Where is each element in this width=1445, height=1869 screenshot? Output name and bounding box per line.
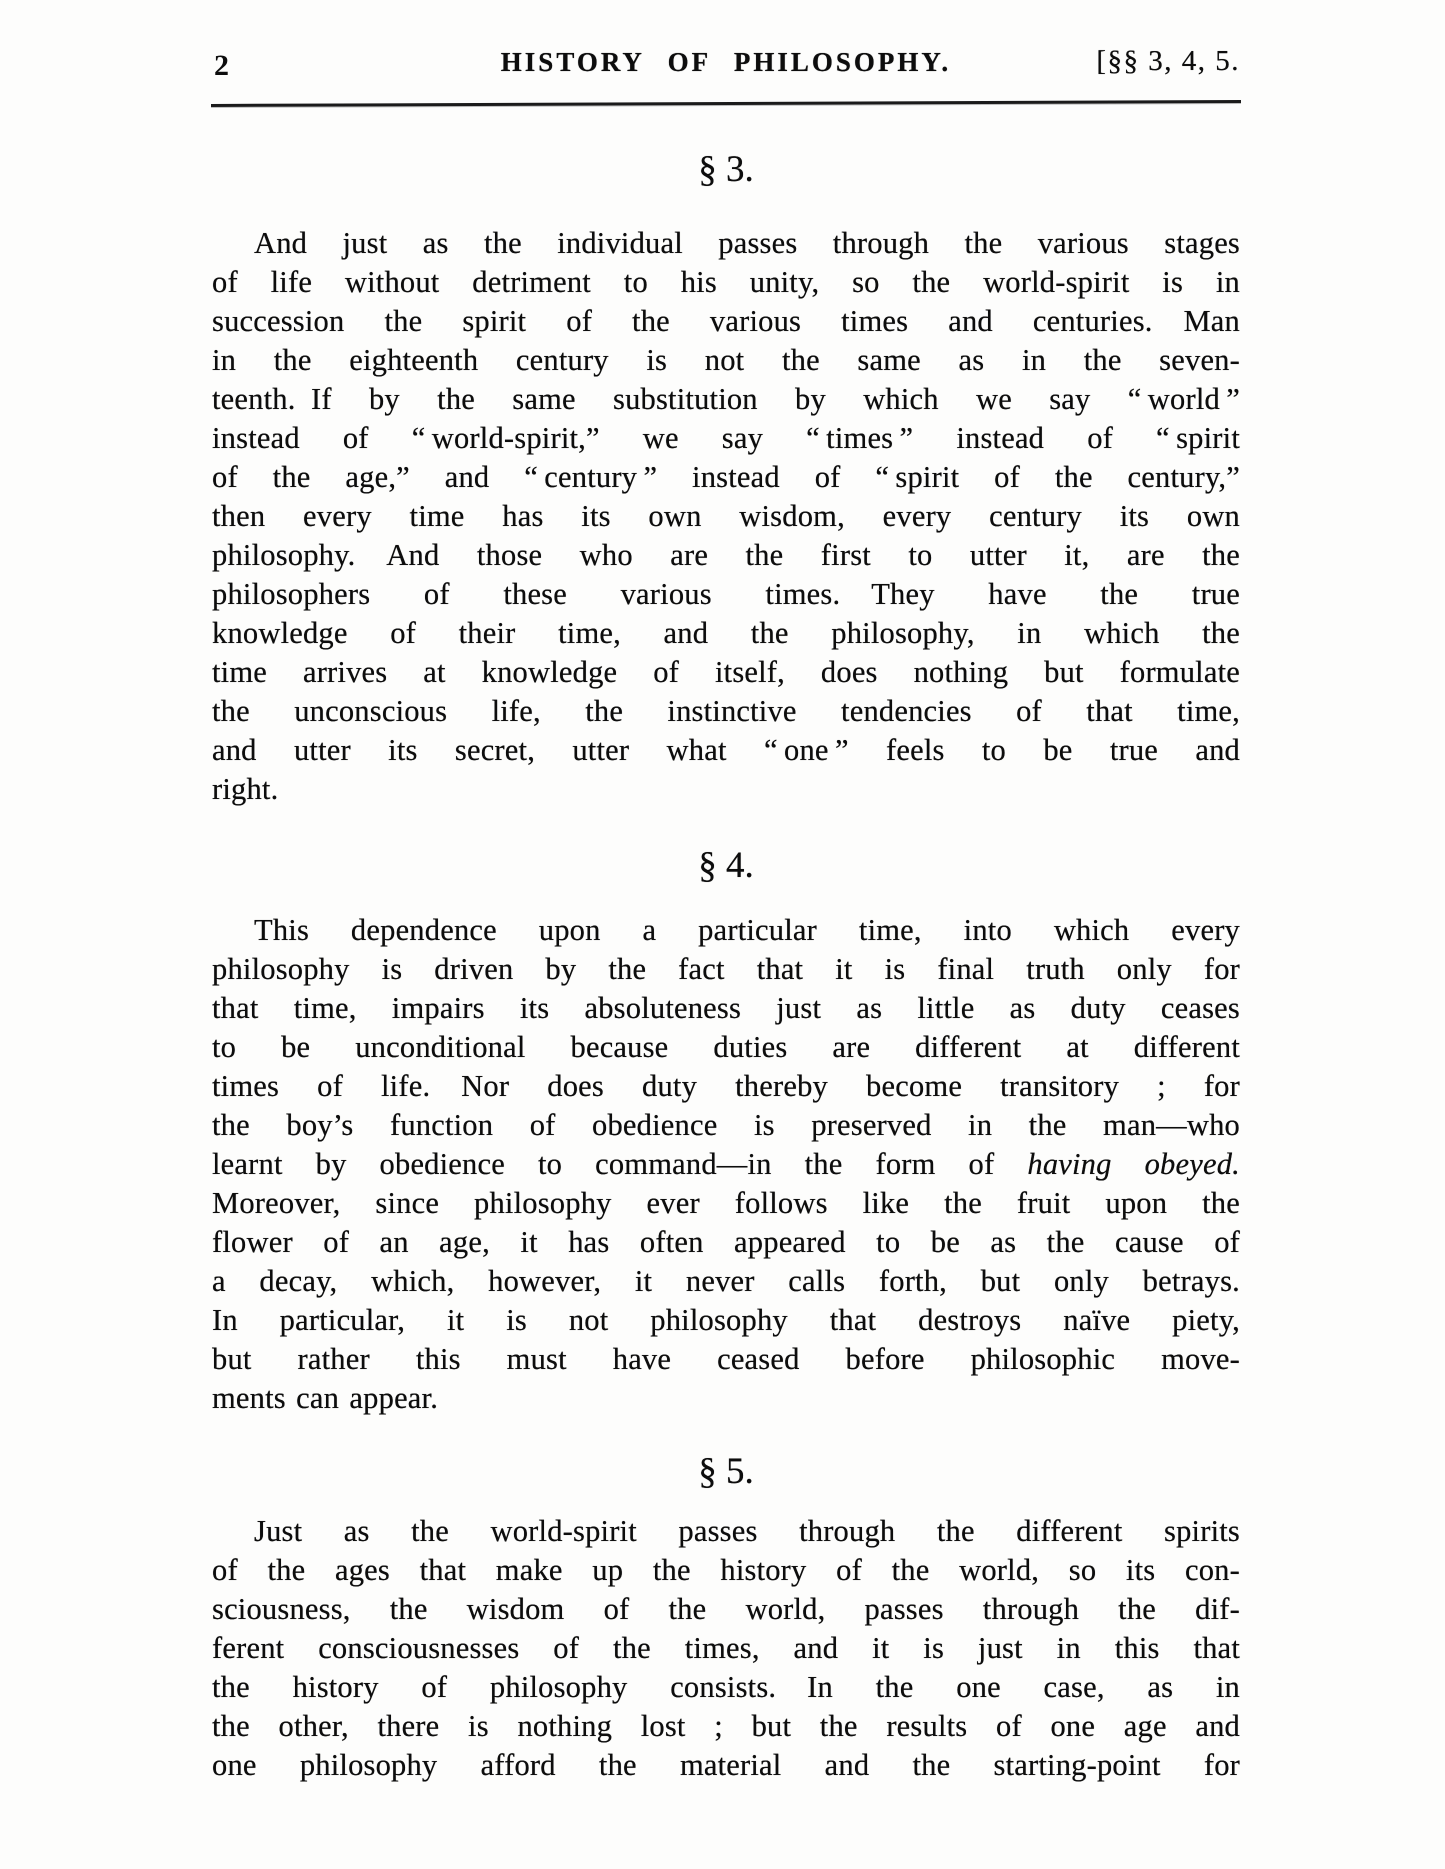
text-line: knowledge of their time, and the philosophy, in which the xyxy=(212,616,1240,650)
text-line: one philosophy afford the material and the starting-point for xyxy=(212,1748,1240,1782)
text-line: times of life. Nor does duty thereby become transitory ; for xyxy=(212,1069,1240,1103)
text-line: to be unconditional because duties are different at different xyxy=(212,1030,1240,1064)
text-line: the other, there is nothing lost ; but the results of one age and xyxy=(212,1709,1240,1743)
text-line: ments can appear. xyxy=(212,1381,439,1415)
text-line: time arrives at knowledge of itself, does nothing but formulate xyxy=(212,655,1240,689)
text-line: sciousness, the wisdom of the world, passes through the dif- xyxy=(212,1592,1240,1626)
section-5-paragraph xyxy=(212,1512,1240,1785)
text-line: but rather this must have ceased before philosophic move- xyxy=(212,1342,1240,1376)
text-line: philosophy is driven by the fact that it is final truth only for xyxy=(212,952,1240,986)
text-line: of life without detriment to his unity, so the world-spirit is in xyxy=(212,265,1240,299)
section-3-paragraph xyxy=(212,224,1240,809)
text-line: And just as the individual passes through the various stages xyxy=(254,226,1240,260)
text-line: in the eighteenth century is not the same as in the seven- xyxy=(212,343,1240,377)
text-line: and utter its secret, utter what “ one ” feels to be true and xyxy=(212,733,1240,767)
running-title: HISTORY OF PHILOSOPHY. xyxy=(500,47,952,77)
text-line: learnt by obedience to command—in the form of having obeyed. xyxy=(212,1147,1240,1181)
text-line: a decay, which, however, it never calls forth, but only betrays. xyxy=(212,1264,1240,1298)
text-line: succession the spirit of the various times and centuries. Man xyxy=(212,304,1240,338)
text-line: that time, impairs its absoluteness just as little as duty ceases xyxy=(212,991,1240,1025)
text-line: the boy’s function of obedience is preserved in the man—who xyxy=(212,1108,1240,1142)
running-header xyxy=(212,44,1240,84)
header-rule xyxy=(211,100,1241,107)
section-5-heading: § 5. xyxy=(698,1451,754,1492)
text-line: right. xyxy=(212,772,279,806)
text-line: ferent consciousnesses of the times, and it is just in this that xyxy=(212,1631,1240,1665)
text-line: philosophy. And those who are the first to utter it, are the xyxy=(212,538,1240,572)
text-line: Just as the world-spirit passes through the different spirits xyxy=(254,1514,1240,1548)
section-3-heading: § 3. xyxy=(698,149,754,190)
text-line: then every time has its own wisdom, every century its own xyxy=(212,499,1240,533)
text-line: of the age,” and “ century ” instead of “ spirit of the century,” xyxy=(212,460,1240,494)
text-line: In particular, it is not philosophy that destroys naïve piety, xyxy=(212,1303,1240,1337)
section-4-paragraph xyxy=(212,911,1240,1418)
text-line: of the ages that make up the history of the world, so its con- xyxy=(212,1553,1240,1587)
section-4-heading: § 4. xyxy=(698,845,754,886)
text-line: This dependence upon a particular time, into which every xyxy=(254,913,1240,947)
header-section-ref: [§§ 3, 4, 5. xyxy=(1096,45,1240,77)
text-line: teenth. If by the same substitution by which we say “ world ” xyxy=(212,382,1240,416)
text-line: instead of “ world-spirit,” we say “ times ” instead of “ spirit xyxy=(212,421,1240,455)
text-line: flower of an age, it has often appeared to be as the cause of xyxy=(212,1225,1240,1259)
text-line: the history of philosophy consists. In the one case, as in xyxy=(212,1670,1240,1704)
page-number: 2 xyxy=(214,49,230,82)
text-line: Moreover, since philosophy ever follows like the fruit upon the xyxy=(212,1186,1240,1220)
text-line: philosophers of these various times. They have the true xyxy=(212,577,1240,611)
text-line: the unconscious life, the instinctive tendencies of that time, xyxy=(212,694,1240,728)
